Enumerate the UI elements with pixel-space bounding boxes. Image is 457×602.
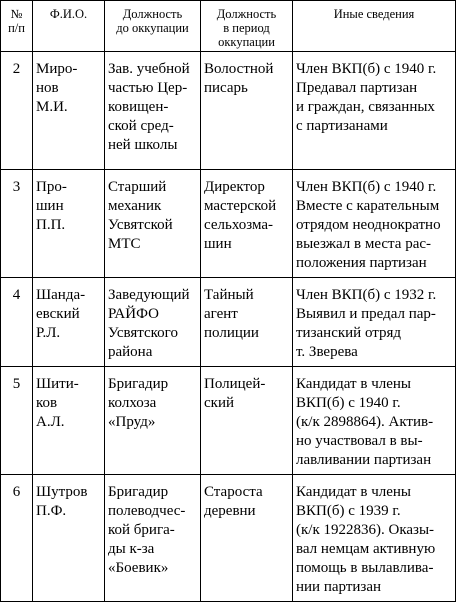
row-position-before: Заведующий РАЙФО Усвятского района xyxy=(105,278,201,367)
row-other-info: Кандидат в члены ВКП(б) с 1939 г. (к/к 1922836). Оказы- вал немцам активную помощь в вылавлива- нии партизан xyxy=(293,475,456,602)
header-other-info: Иные сведения xyxy=(293,1,456,52)
table-row xyxy=(1,475,456,602)
table-row xyxy=(1,170,456,278)
row-number: 6 xyxy=(1,475,33,602)
row-other-info: Член ВКП(б) с 1940 г. Вместе с карательным отрядом неоднократно выезжал в места рас- положения партизан xyxy=(293,170,456,278)
row-name: Миро- нов М.И. xyxy=(33,52,105,170)
header-number: № п/п xyxy=(1,1,33,52)
table-row xyxy=(1,52,456,170)
header-position-during: Должность в период оккупации xyxy=(201,1,293,52)
row-position-before: Зав. учебной частью Цер- ковищен- ской сред- ней школы xyxy=(105,52,201,170)
row-number: 4 xyxy=(1,278,33,367)
header-position-before: Должность до оккупации xyxy=(105,1,201,52)
row-other-info: Кандидат в члены ВКП(б) с 1940 г. (к/к 2898864). Актив- но участвовал в вы- лавливании партизан xyxy=(293,367,456,475)
row-name: Шутров П.Ф. xyxy=(33,475,105,602)
row-name: Шанда- евский Р.Л. xyxy=(33,278,105,367)
row-position-during: Староста деревни xyxy=(201,475,293,602)
row-position-during: Полицей- ский xyxy=(201,367,293,475)
row-position-during: Тайный агент полиции xyxy=(201,278,293,367)
row-position-before: Старший механик Усвятской МТС xyxy=(105,170,201,278)
row-number: 3 xyxy=(1,170,33,278)
row-position-during: Директор мастерской сельхозма- шин xyxy=(201,170,293,278)
table-row xyxy=(1,367,456,475)
row-position-during: Волостной писарь xyxy=(201,52,293,170)
header-name: Ф.И.О. xyxy=(33,1,105,52)
row-position-before: Бригадир колхоза «Пруд» xyxy=(105,367,201,475)
row-other-info: Член ВКП(б) с 1940 г. Предавал партизан и граждан, связанных с партизанами xyxy=(293,52,456,170)
header-row xyxy=(1,1,456,52)
row-name: Про- шин П.П. xyxy=(33,170,105,278)
row-name: Шити- ков А.Л. xyxy=(33,367,105,475)
row-other-info: Член ВКП(б) с 1932 г. Выявил и предал пар- тизанский отряд т. Зверева xyxy=(293,278,456,367)
table-row xyxy=(1,278,456,367)
row-position-before: Бригадир полеводчес- кой брига- ды к-за «Боевик» xyxy=(105,475,201,602)
row-number: 2 xyxy=(1,52,33,170)
row-number: 5 xyxy=(1,367,33,475)
